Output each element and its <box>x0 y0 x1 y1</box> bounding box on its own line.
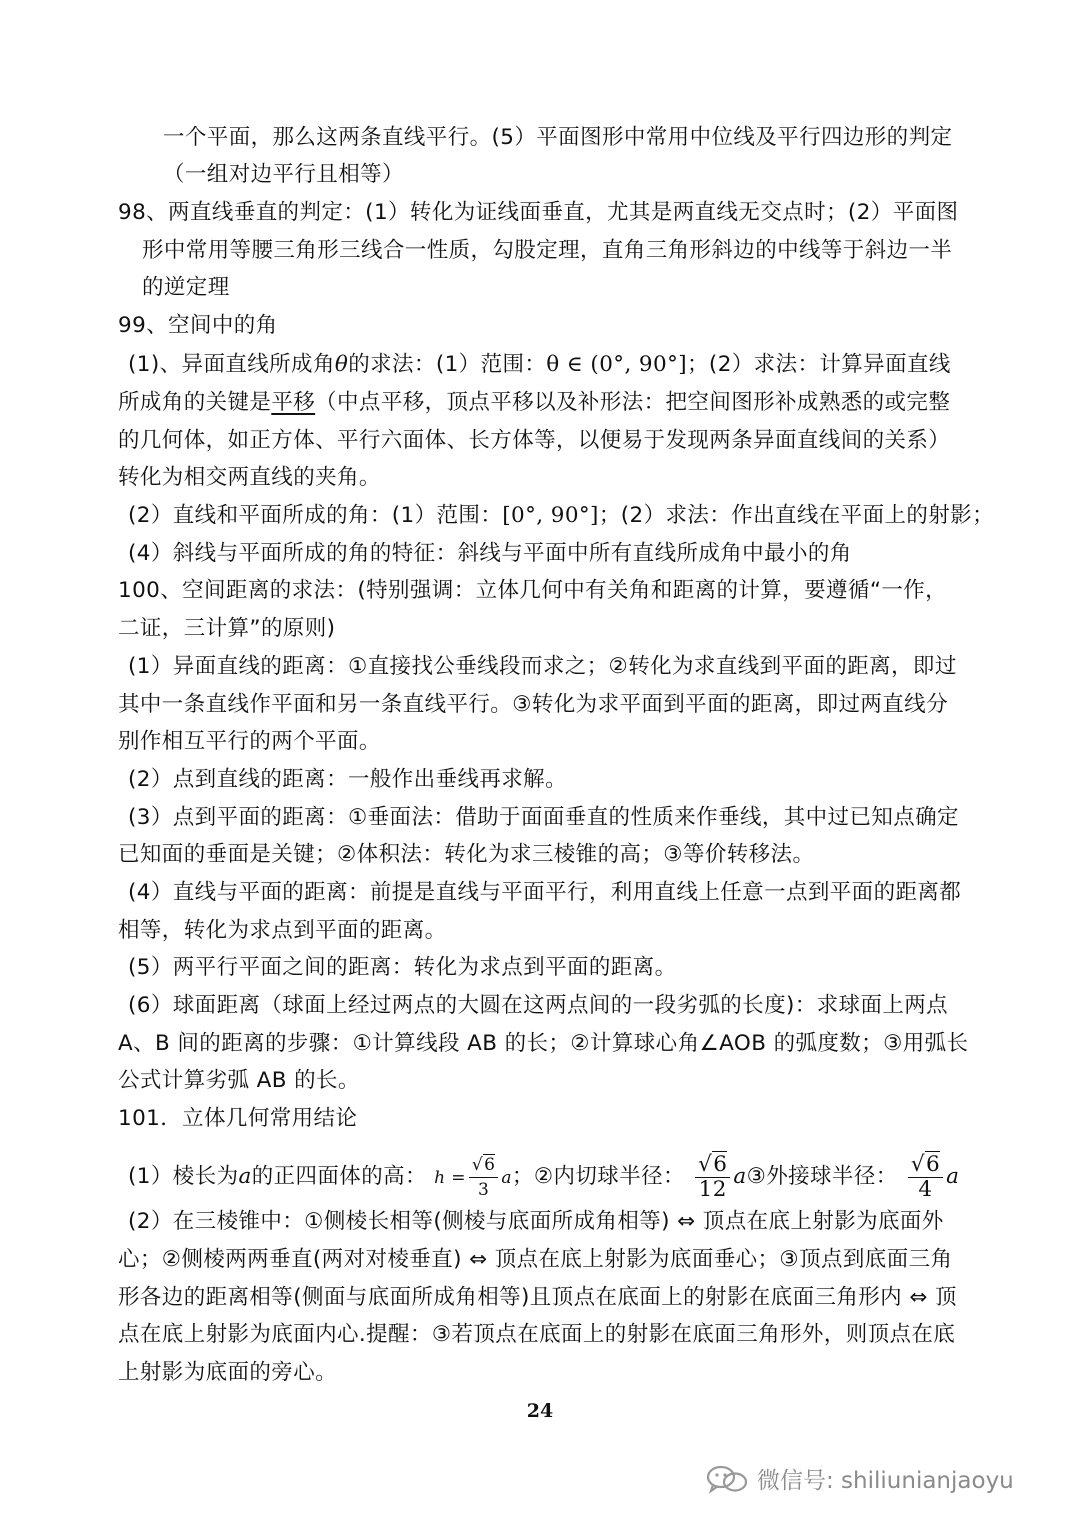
section-heading: 99、空间中的角 <box>118 313 278 338</box>
page-number: 24 <box>526 1400 554 1422</box>
variable-a: a <box>946 1164 960 1189</box>
text-line: 形各边的距离相等(侧面与底面所成角相等)且顶点在底面上的射影在底面三角形内 ⇔ 顶 <box>118 1285 957 1310</box>
text-line: 相等，转化为求点到平面的距离。 <box>118 918 447 943</box>
range-formula: θ ∈ (0°, 90°] <box>546 352 688 377</box>
text-line: 公式计算劣弧 AB 的长。 <box>118 1068 360 1093</box>
text-line: （一组对边平行且相等） <box>163 162 404 187</box>
text-line: 形中常用等腰三角形三线合一性质，勾股定理，直角三角形斜边的中线等于斜边一半 <box>142 238 953 263</box>
text-span: 所成角的关键是 <box>118 390 272 415</box>
theta-symbol: θ <box>334 352 349 377</box>
underlined-term: 平移 <box>271 390 316 415</box>
fraction-circumscribed-radius: $\frac{√6}{4}$ <box>908 1153 943 1202</box>
text-span: ；(2）求法：作出直线在平面上的射影； <box>598 503 995 528</box>
variable-a: a <box>733 1164 747 1189</box>
wechat-icon <box>705 1464 749 1494</box>
variable-a: a <box>238 1164 252 1189</box>
fraction-denominator: 12 <box>698 1176 727 1202</box>
text-line: (6）球面距离（球面上经过两点的大圆在这两点间的一段劣弧的长度)：求球面上两点 <box>128 993 949 1018</box>
text-span: （中点平移，顶点平移以及补形法：把空间图形补成熟悉的或完整 <box>315 390 951 415</box>
text-line: 98、两直线垂直的判定：(1）转化为证线面垂直，尤其是两直线无交点时；(2）平面图 <box>118 200 959 225</box>
section-heading: 100、空间距离的求法：(特别强调：立体几何中有关角和距离的计算，要遵循“一作， <box>118 578 948 603</box>
text-line <box>128 350 978 380</box>
fraction-inscribed-radius: $\frac{√6}{12}$ <box>695 1153 730 1202</box>
text-line: (2）在三棱锥中：①侧棱长相等(侧棱与底面所成角相等) ⇔ 顶点在底上射影为底面外 <box>128 1209 944 1234</box>
text-line: 的逆定理 <box>142 275 230 300</box>
text-line: 二证，三计算”的原则) <box>118 616 336 641</box>
text-line <box>118 388 968 418</box>
text-line: 心；②侧棱两两垂直(两对对棱垂直) ⇔ 顶点在底上射影为底面垂心；③顶点到底面三角 <box>118 1247 953 1272</box>
variable-a: a <box>501 1168 512 1188</box>
text-line: A、B 间的距离的步骤：①计算线段 AB 的长；②计算球心角∠AOB 的弧度数；③用弧长 <box>118 1031 969 1056</box>
text-line: (5）两平行平面之间的距离：转化为求点到平面的距离。 <box>128 955 677 980</box>
text-line: 转化为相交两直线的夹角。 <box>118 465 381 490</box>
fraction-numerator: 6 <box>713 1151 728 1177</box>
range-formula: [0°, 90°] <box>502 503 599 528</box>
text-line <box>128 501 995 531</box>
text-line: (4）直线与平面的距离：前提是直线与平面平行，利用直线上任意一点到平面的距离都 <box>128 880 962 905</box>
text-line <box>128 1150 978 1205</box>
text-line: (2）点到直线的距离：一般作出垂线再求解。 <box>128 767 567 792</box>
watermark <box>705 1462 1014 1495</box>
text-span: (1）棱长为 <box>128 1164 239 1189</box>
text-line: 已知面的垂面是关键；②体积法：转化为求三棱锥的高；③等价转移法。 <box>118 842 815 867</box>
watermark-text: 微信号: shiliunianjaoyu <box>757 1468 1014 1494</box>
text-line: 其中一条直线作平面和另一条直线平行。③转化为求平面到平面的距离，即过两直线分 <box>118 692 948 717</box>
text-span: (2）直线和平面所成的角：(1）范围： <box>128 503 503 528</box>
text-line: (3）点到平面的距离：①垂面法：借助于面面垂直的性质来作垂线，其中过已知点确定 <box>128 805 959 830</box>
text-line: 点在底上射影为底面内心.提醒：③若顶点在底面上的射影在底面三角形外，则顶点在底 <box>118 1322 956 1347</box>
text-span: (1)、异面直线所成角 <box>128 352 335 377</box>
text-line: 上射影为底面的旁心。 <box>118 1360 338 1385</box>
fraction-height: $\frac{√6}{3}$ <box>469 1153 498 1202</box>
text-span: ③外接球半径： <box>746 1164 898 1189</box>
formula-h: h = <box>434 1168 466 1188</box>
text-line: 一个平面，那么这两条直线平行。(5）平面图形中常用中位线及平行四边形的判定 <box>163 125 953 150</box>
text-line: (4）斜线与平面所成的角的特征：斜线与平面中所有直线所成角中最小的角 <box>128 541 852 566</box>
text-line: (1）异面直线的距离：①直接找公垂线段而求之；②转化为求直线到平面的距离，即过 <box>128 654 957 679</box>
text-span: 的正四面体的高： <box>251 1164 427 1189</box>
text-line: 别作相互平行的两个平面。 <box>118 729 381 754</box>
fraction-denominator: 4 <box>918 1176 933 1202</box>
section-heading: 101．立体几何常用结论 <box>118 1106 358 1131</box>
fraction-numerator: 6 <box>484 1154 496 1175</box>
text-span: ；(2）求法：计算异面直线 <box>687 352 951 377</box>
fraction-numerator: 6 <box>925 1151 941 1177</box>
fraction-denominator: 3 <box>478 1179 490 1200</box>
text-span: ；②内切球半径： <box>511 1164 685 1189</box>
text-line: 的几何体，如正方体、平行六面体、长方体等，以便易于发现两条异面直线间的关系） <box>118 428 951 453</box>
text-span: 的求法：(1）范围： <box>348 352 547 377</box>
